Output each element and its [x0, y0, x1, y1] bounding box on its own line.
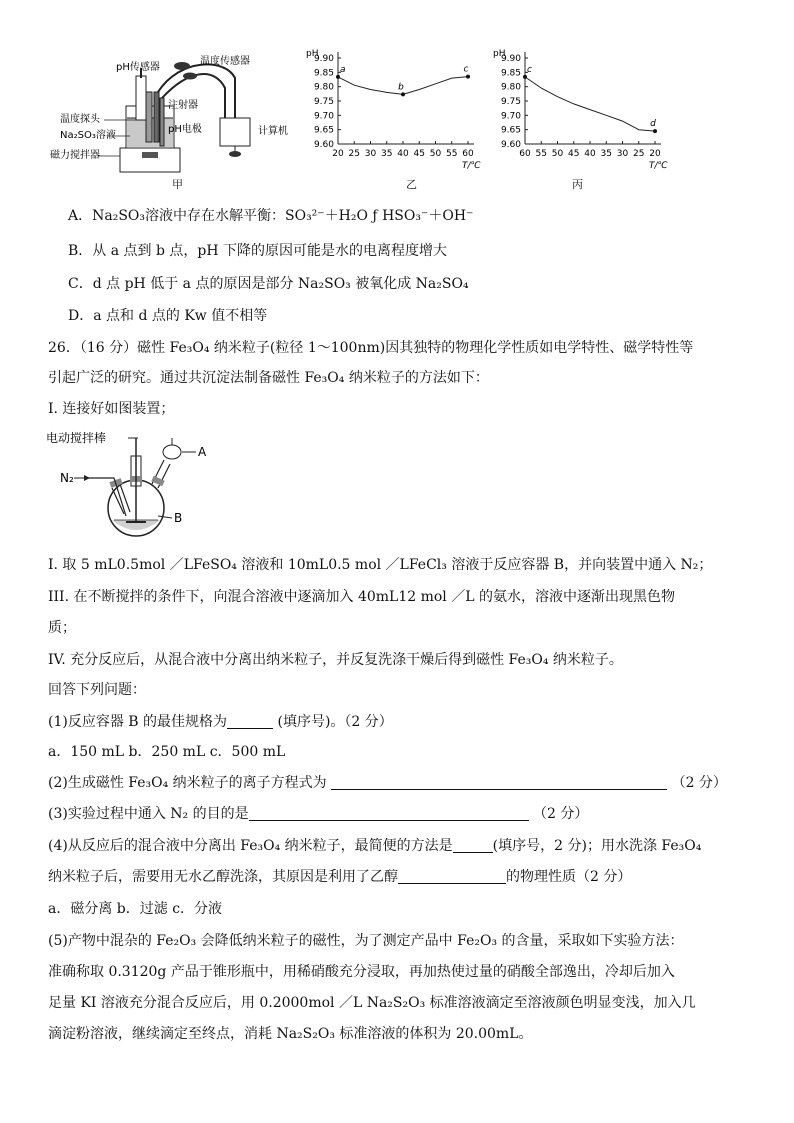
figure-row: [0, 0, 794, 200]
q4-text-1: (4)从反应后的混合液中分离出 Fe₃O₄ 纳米粒子，最简便的方法是: [48, 838, 453, 854]
yi-ytick-label: 9.80: [313, 82, 334, 93]
bing-xtick-label: 35: [600, 149, 612, 159]
label-syringe: 注射器: [168, 100, 198, 111]
yi-xtick-label: 25: [348, 149, 360, 159]
dropping-funnel-icon: [163, 445, 181, 459]
q3-text: (3)实验过程中通入 N₂ 的目的是: [48, 806, 249, 822]
q26-step-3a: III. 在不断搅拌的条件下，向混合溶液中逐滴加入 40mL12 mol ／L 的氨水，溶液中逐渐出现黑色物: [48, 589, 675, 605]
chart-bing: [487, 46, 672, 176]
yi-point-b: [401, 92, 405, 96]
bing-xtick-label: 25: [633, 149, 645, 159]
question-5a: (5)产物中混杂的 Fe₂O₃ 会降低纳米粒子的磁性，为了测定产品中 Fe₂O₃ 的含量，采取如下实验方法：: [48, 933, 684, 949]
question-5c: 足量 KI 溶液充分混合反应后，用 0.2000mol ／L Na₂S₂O₃ 标准溶液滴定至溶液颜色明显变浅，加入几: [48, 995, 696, 1011]
bing-xtick-label: 30: [616, 149, 629, 159]
option-b: B．从 a 点到 b 点，pH 下降的原因可能是水的电离程度增大: [68, 243, 448, 259]
q26-intro-2: 引起广泛的研究。通过共沉淀法制备磁性 Fe₃O₄ 纳米粒子的方法如下：: [48, 370, 489, 386]
q26-step-2: I. 取 5 mL0.5mol ／LFeSO₄ 溶液和 10mL0.5 mol ／LFeCl₃ 溶液于反应容器 B，并向装置中通入 N₂；: [48, 557, 713, 573]
yi-point-a: [336, 75, 340, 79]
label-computer: 计算机: [258, 126, 288, 137]
label-a: A: [198, 445, 207, 459]
caption-yi: 乙: [406, 178, 417, 191]
bing-xtick-label: 60: [519, 149, 531, 159]
bing-point-label-c: c: [527, 64, 532, 75]
q3-suffix: （2 分）: [533, 806, 589, 822]
bing-ytick-label: 9.75: [500, 97, 521, 107]
yi-ytick-label: 9.85: [313, 68, 334, 79]
question-1: [48, 711, 393, 731]
q1-text: (1)反应容器 B 的最佳规格为: [48, 714, 228, 730]
bing-xtick-label: 55: [535, 149, 547, 159]
bing-ylabel: pH: [493, 49, 506, 59]
syringe-icon: [136, 76, 146, 120]
reaction-apparatus: [46, 428, 216, 538]
yi-ytick-label: 9.75: [313, 97, 334, 107]
q1-answer-blank[interactable]: [227, 714, 273, 729]
q2-text: (2)生成磁性 Fe₃O₄ 纳米粒子的离子方程式为: [48, 775, 327, 791]
bing-point-label-d: d: [650, 119, 656, 130]
bing-xtick-label: 45: [568, 149, 580, 159]
q4-options: a．磁分离 b．过滤 c．分液: [48, 901, 223, 917]
label-stirrer: 磁力搅拌器: [50, 150, 100, 161]
yi-xtick-label: 30: [364, 149, 377, 159]
q4-text-2: (填序号，2 分)；用水洗涤 Fe₃O₄: [492, 838, 702, 854]
apparatus-jia: [50, 48, 300, 176]
computer-icon: [220, 118, 250, 146]
question-5d: 滴淀粉溶液，继续滴定至终点，消耗 Na₂S₂O₃ 标准溶液的体积为 20.00mL。: [48, 1026, 533, 1042]
label-solution: Na₂SO₃溶液: [60, 130, 116, 141]
yi-ytick-label: 9.90: [313, 54, 334, 64]
bing-point-c: [523, 75, 527, 79]
question-4a: [48, 835, 701, 855]
option-c: C．d 点 pH 低于 a 点的原因是部分 Na₂SO₃ 被氧化成 Na₂SO₄: [68, 276, 469, 292]
label-b: B: [174, 511, 183, 525]
option-a: A．Na₂SO₃溶液中存在水解平衡：SO₃²⁻＋H₂O ƒ HSO₃⁻＋OH⁻: [68, 208, 474, 224]
label-stirrer-rod: 电动搅拌棒: [46, 431, 107, 445]
question-4b: [48, 866, 631, 886]
q26-step-3b: 质；: [48, 620, 76, 636]
bing-ytick-label: 9.60: [500, 140, 521, 150]
bing-ytick-label: 9.65: [500, 125, 521, 136]
yi-xtick-label: 35: [381, 149, 393, 159]
chart-yi: [300, 46, 485, 176]
q26-step-4: IV. 充分反应后，从混合液中分离出纳米粒子，并反复洗涤干燥后得到磁性 Fe₃O₄ 纳米粒子。: [48, 652, 623, 668]
magnetic-stirrer-icon: [120, 148, 180, 172]
yi-ytick-label: 9.70: [313, 111, 334, 122]
q1-options: a．150 mL b．250 mL c．500 mL: [48, 744, 286, 760]
bing-ytick-label: 9.70: [500, 111, 521, 122]
caption-jia: 甲: [172, 178, 183, 191]
yi-ylabel: pH: [306, 49, 319, 59]
label-temp-probe: 温度探头: [60, 114, 100, 125]
q4-answer-blank-2[interactable]: [398, 869, 506, 884]
question-2: [48, 772, 727, 792]
yi-xtick-label: 60: [462, 149, 474, 159]
bing-ytick-label: 9.80: [500, 82, 521, 93]
bing-series-line: [525, 77, 655, 131]
q4-text-4: 的物理性质（2 分）: [506, 869, 632, 885]
bing-ytick-label: 9.85: [500, 68, 521, 79]
q2-suffix: （2 分）: [671, 775, 727, 791]
q26-step-1: I. 连接好如图装置；: [48, 401, 175, 417]
bing-xlabel: T/℃: [649, 161, 668, 171]
caption-bing: 丙: [572, 178, 583, 191]
question-3: [48, 803, 588, 823]
q2-answer-blank[interactable]: [331, 775, 667, 790]
q26-intro-1: 26．（16 分）磁性 Fe₃O₄ 纳米粒子(粒径 1～100nm)因其独特的物理化学性质如电学特性、磁学特性等: [48, 340, 694, 356]
q3-answer-blank[interactable]: [249, 806, 529, 821]
yi-ytick-label: 9.60: [313, 140, 334, 150]
label-ph-sensor: pH传感器: [116, 62, 160, 73]
yi-xtick-label: 40: [397, 149, 409, 159]
q4-text-3: 纳米粒子后，需要用无水乙醇洗涤，其原因是利用了乙醇: [48, 869, 398, 885]
q4-answer-blank-1[interactable]: [453, 838, 493, 853]
option-d: D．a 点和 d 点的 Kw 值不相等: [68, 308, 268, 324]
yi-point-label-c: c: [463, 64, 469, 75]
bing-xtick-label: 40: [584, 149, 596, 159]
bing-xtick-label: 50: [551, 149, 564, 159]
yi-point-label-a: a: [340, 64, 346, 75]
label-ph-electrode: pH电极: [168, 124, 202, 135]
answer-prompt: 回答下列问题：: [48, 682, 146, 698]
yi-xtick-label: 20: [332, 149, 344, 159]
yi-xtick-label: 55: [446, 149, 458, 159]
yi-point-label-b: b: [398, 82, 404, 93]
yi-xtick-label: 50: [429, 149, 442, 159]
bing-point-d: [653, 129, 657, 133]
yi-xlabel: T/℃: [462, 161, 481, 171]
bing-xtick-label: 20: [649, 149, 661, 159]
q1-suffix: (填序号)。（2 分）: [277, 714, 393, 730]
label-temp-sensor: 温度传感器: [200, 56, 250, 67]
bing-ytick-label: 9.90: [500, 54, 521, 64]
yi-xtick-label: 45: [413, 149, 425, 159]
question-5b: 准确称取 0.3120g 产品于锥形瓶中，用稀硝酸充分浸取，再加热使过量的硝酸全部逸出，冷却后加入: [48, 964, 675, 980]
yi-point-c: [466, 75, 470, 79]
label-n2: N₂: [60, 471, 74, 485]
yi-ytick-label: 9.65: [313, 125, 334, 136]
